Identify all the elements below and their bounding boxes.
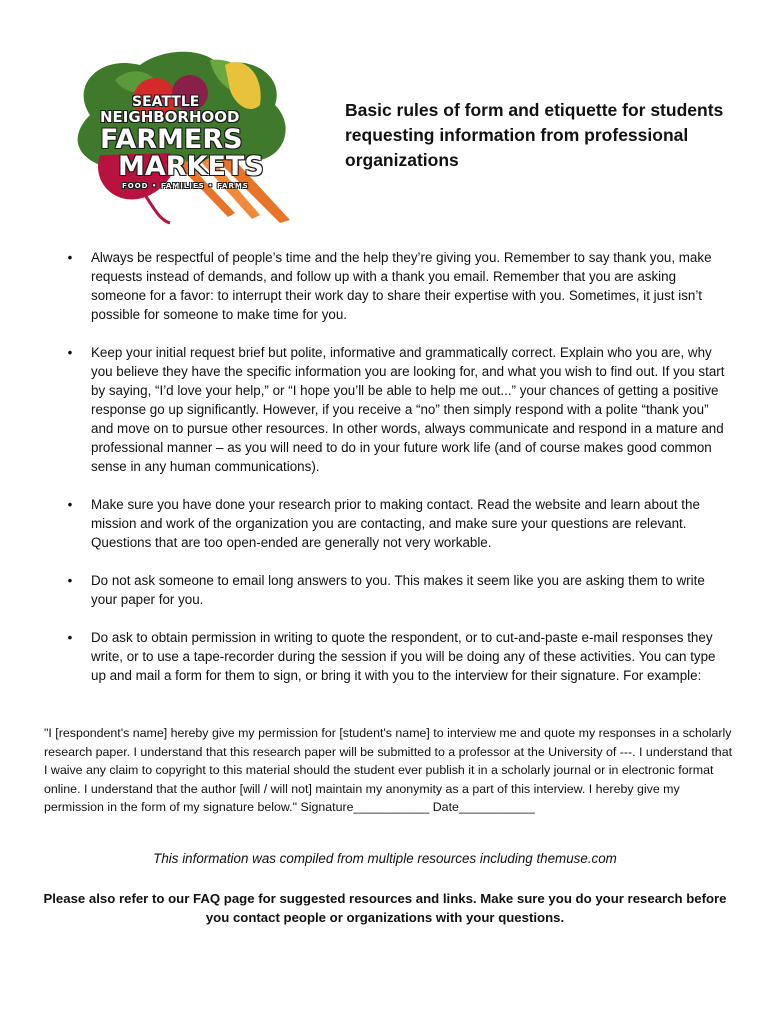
list-item (64, 628, 730, 685)
list-item-text: Always be respectful of people’s time and the help they’re giving you. Remember to say thank you, make requests instead of demands, and follow up with a thank you email. Remember that you are asking someone for a favor: to interrupt their work day to share their expertise with you. Sometimes, it just isn’t possible for someone to make time for you. (91, 250, 712, 322)
list-item-text: Do not ask someone to email long answers to you. This makes it seem like you are asking them to write your paper for you. (91, 573, 705, 607)
rules-list (64, 248, 730, 685)
logo-line-markets: MARKETS (118, 151, 264, 182)
list-item-text: Do ask to obtain permission in writing to quote the respondent, or to cut-and-paste e-mail responses they write, or to use a tape-recorder during the session if you will be doing any of these activities. You can type up and mail a form for them to sign, or bring it with you to the interview for their signature. For example: (91, 630, 716, 683)
bullet-icon: • (67, 497, 73, 512)
list-item-text: Make sure you have done your research prior to making contact. Read the website and learn about the mission and work of the organization you are contacting, and make sure your questions are relevant. Questions that are too open-ended are generally not very workable. (91, 497, 700, 550)
logo-line-neighborhood: NEIGHBORHOOD (100, 108, 240, 126)
logo-line-seattle: SEATTLE (132, 94, 200, 110)
bullet-icon: • (67, 250, 73, 265)
document-title: Basic rules of form and etiquette for students requesting information from professional organizations (345, 100, 724, 170)
source-note: This information was compiled from multiple resources including themuse.com (153, 851, 617, 866)
permission-form-example: "I [respondent's name] hereby give my permission for [student's name] to interview me and quote my responses in a scholarly research paper. I understand that this research paper will be submitted to a professor at the University of ---. I understand that I waive any claim to copyright to this material should the student ever publish it in a scholarly journal or in electronic format online. I understand that the author [will / will not] maintain my anonymity as a part of this interview. I hereby give my permission in the form of my signature below." Signature___________ Date___________ (44, 726, 733, 814)
list-item (64, 495, 730, 552)
list-item-text: Keep your initial request brief but polite, informative and grammatically correct. Explain who you are, why you believe they have the specific information you are looking for, and what you wish to find out. If you start by saying, “I’d love your help,” or “I hope you’ll be able to help me out...” your chances of getting a positive response go up significantly. However, if you receive a “no” then simply respond with a polite “thank you” and move on to pursue other resources. In other words, always communicate and respond in a mature and professional manner – as you will need to do in your future work life (and of course makes good common sense in any human communications). (91, 345, 725, 474)
logo-line-farmers: FARMERS (100, 124, 243, 155)
faq-reference-note: Please also refer to our FAQ page for suggested resources and links. Make sure you do your research before you contact people or organizations with your questions. (43, 891, 727, 925)
list-item (64, 571, 730, 609)
logo-tagline: FOOD • FAMILIES • FARMS (122, 182, 249, 190)
list-item (64, 343, 730, 476)
seattle-farmers-markets-logo (60, 45, 300, 225)
bullet-icon: • (67, 345, 73, 360)
list-item (64, 248, 730, 324)
bullet-icon: • (67, 573, 73, 588)
bullet-icon: • (67, 630, 73, 645)
